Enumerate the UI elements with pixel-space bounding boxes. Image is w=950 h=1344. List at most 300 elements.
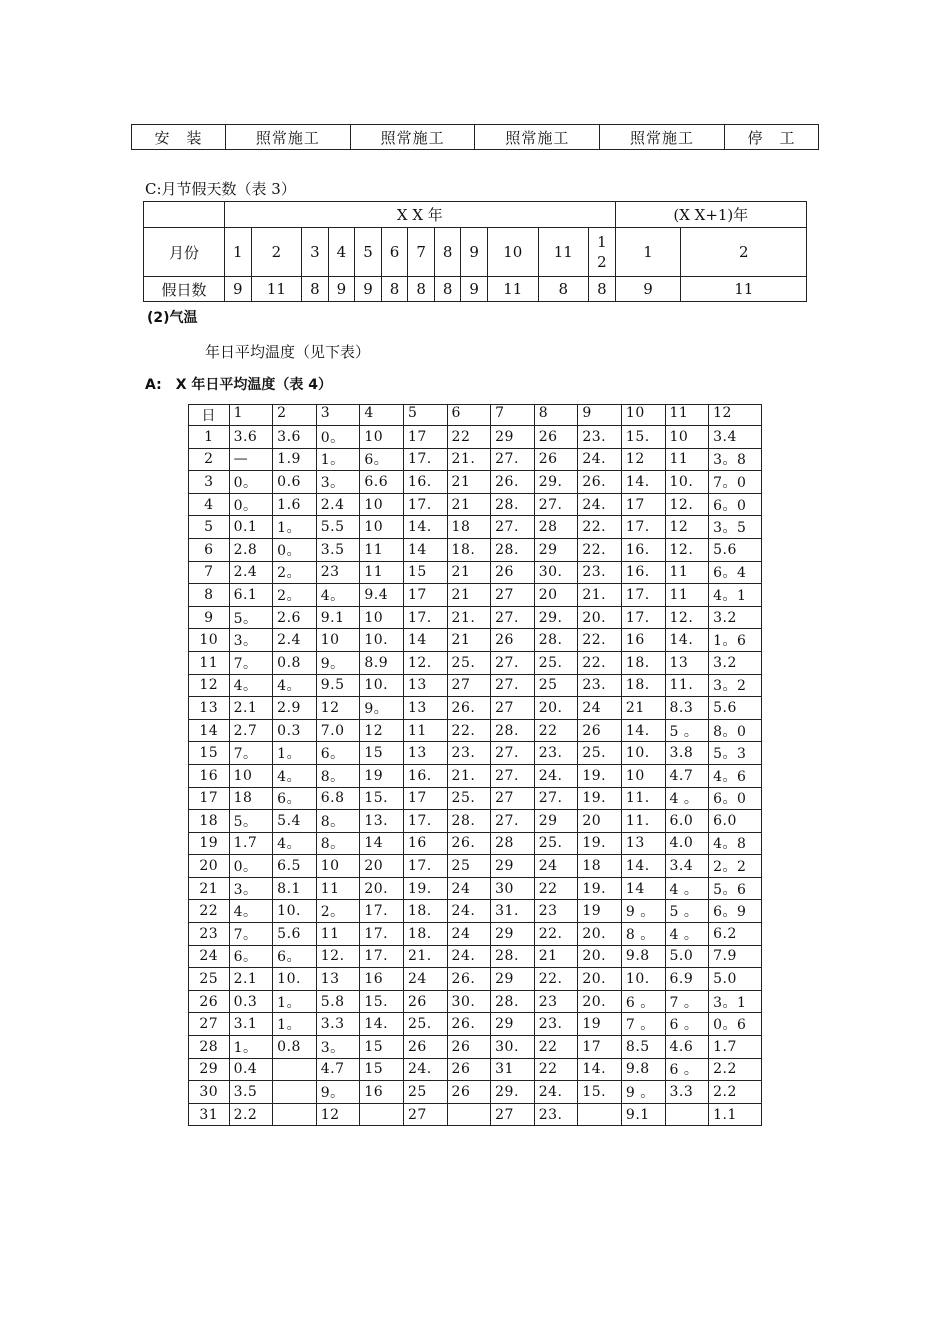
temperature-cell: 10	[360, 493, 404, 516]
temperature-cell: 25	[403, 1081, 447, 1104]
temperature-cell: 6.6	[360, 471, 404, 494]
month-row	[144, 228, 807, 277]
table-row	[189, 651, 762, 674]
temperature-cell: 28.	[491, 719, 535, 742]
temperature-cell: 10	[665, 426, 709, 449]
temperature-cell: 1。6	[709, 629, 762, 652]
temperature-cell: 2.8	[229, 538, 273, 561]
temperature-cell: 6.1	[229, 584, 273, 607]
temperature-cell: 7。	[229, 923, 273, 946]
temperature-cell: 1。	[316, 448, 360, 471]
temperature-cell: 22.	[578, 651, 622, 674]
temperature-cell: 14	[360, 832, 404, 855]
day-cell: 1	[189, 426, 230, 449]
temperature-cell: 9.8	[621, 945, 665, 968]
temperature-cell: 6。	[229, 945, 273, 968]
temperature-cell: 12	[360, 719, 404, 742]
temperature-cell: 22.	[578, 516, 622, 539]
temperature-cell: 27	[491, 1103, 535, 1126]
temperature-cell: 11.	[621, 810, 665, 833]
temperature-cell: 4。	[273, 832, 317, 855]
day-cell: 21	[189, 877, 230, 900]
temperature-cell: 11	[316, 923, 360, 946]
table-row	[189, 810, 762, 833]
temperature-cell: 24	[447, 877, 491, 900]
temperature-cell: 21	[447, 584, 491, 607]
temperature-cell: 26.	[491, 471, 535, 494]
table-row	[189, 516, 762, 539]
year-current-cell: X X 年	[225, 202, 616, 228]
temperature-cell: 29	[491, 1013, 535, 1036]
temperature-cell: 6。	[360, 448, 404, 471]
table-row	[189, 1081, 762, 1104]
temperature-cell: 24.	[578, 448, 622, 471]
temperature-cell: 2.4	[316, 493, 360, 516]
temperature-cell: 27	[491, 697, 535, 720]
day-cell: 27	[189, 1013, 230, 1036]
holiday-count-cell: 8	[538, 277, 589, 302]
temperature-cell: 2.1	[229, 968, 273, 991]
temperature-cell: 0.4	[229, 1058, 273, 1081]
temperature-cell: 6.9	[665, 968, 709, 991]
day-cell: 20	[189, 855, 230, 878]
day-cell: 23	[189, 923, 230, 946]
temperature-cell: 30	[491, 877, 535, 900]
temperature-cell: 27	[491, 584, 535, 607]
temperature-cell: 29.	[491, 1081, 535, 1104]
temperature-cell: 24	[578, 697, 622, 720]
temperature-cell: 20.	[578, 945, 622, 968]
temperature-cell: 0。	[316, 426, 360, 449]
temperature-cell: 9.1	[316, 606, 360, 629]
temperature-cell	[273, 1081, 317, 1104]
table-row	[189, 945, 762, 968]
temperature-cell: 24	[403, 968, 447, 991]
temperature-cell: 4 。	[665, 877, 709, 900]
temperature-cell: 9 。	[621, 1081, 665, 1104]
temperature-cell: 15	[360, 1058, 404, 1081]
day-cell: 3	[189, 471, 230, 494]
month-cell: 2	[251, 228, 302, 277]
temperature-cell: 17.	[403, 606, 447, 629]
temperature-cell: 26	[447, 1036, 491, 1059]
day-cell: 4	[189, 493, 230, 516]
temperature-cell: 27.	[534, 787, 578, 810]
temperature-cell: 4 。	[665, 787, 709, 810]
holiday-count-cell: 8	[589, 277, 616, 302]
temperature-cell: 26.	[447, 832, 491, 855]
day-cell: 8	[189, 584, 230, 607]
holiday-count-cell: 11	[681, 277, 807, 302]
month-header: 11	[665, 405, 709, 426]
temperature-cell: 3.8	[665, 742, 709, 765]
table-row	[189, 877, 762, 900]
temperature-cell: 9.1	[621, 1103, 665, 1126]
temperature-cell: 7 。	[665, 990, 709, 1013]
daily-temperature-table	[188, 404, 762, 1126]
temperature-cell: 24.	[534, 1081, 578, 1104]
temperature-cell: 24.	[447, 945, 491, 968]
temperature-cell: 15.	[578, 1081, 622, 1104]
month-cell: 10	[487, 228, 538, 277]
temperature-cell: 0.1	[229, 516, 273, 539]
temperature-cell: 23.	[578, 426, 622, 449]
temperature-cell: 20.	[534, 697, 578, 720]
temperature-cell: 3。1	[709, 990, 762, 1013]
temperature-cell: 16.	[403, 471, 447, 494]
temperature-cell: 0.6	[273, 471, 317, 494]
day-cell: 12	[189, 674, 230, 697]
temperature-cell: 2.4	[273, 629, 317, 652]
temperature-cell: 14.	[360, 1013, 404, 1036]
temperature-cell: 24.	[403, 1058, 447, 1081]
temperature-cell: 0.3	[229, 990, 273, 1013]
month-cell: 6	[381, 228, 408, 277]
temperature-cell: 19	[360, 764, 404, 787]
temperature-cell: 28.	[491, 493, 535, 516]
temperature-cell: 26.	[578, 471, 622, 494]
temperature-cell: 27.	[491, 764, 535, 787]
table-row	[189, 674, 762, 697]
temperature-cell: 0.8	[273, 651, 317, 674]
day-cell: 5	[189, 516, 230, 539]
temperature-cell: 4。	[229, 900, 273, 923]
table-row	[189, 923, 762, 946]
temperature-cell: 2.6	[273, 606, 317, 629]
temperature-cell: 2。	[316, 900, 360, 923]
temperature-cell: 18	[447, 516, 491, 539]
table-row	[189, 900, 762, 923]
temperature-cell: 10	[316, 629, 360, 652]
temperature-cell: 6。9	[709, 900, 762, 923]
temperature-cell: 18.	[621, 674, 665, 697]
temperature-cell: 13	[403, 674, 447, 697]
temperature-cell: 4。	[229, 674, 273, 697]
temperature-cell: 26	[534, 448, 578, 471]
holiday-count-cell: 8	[381, 277, 408, 302]
temperature-cell: 18.	[403, 900, 447, 923]
table-row	[189, 697, 762, 720]
temperature-cell: 22.	[534, 923, 578, 946]
table-row	[189, 606, 762, 629]
month-header: 2	[273, 405, 317, 426]
temperature-cell: 26	[491, 629, 535, 652]
temperature-cell: 22.	[578, 538, 622, 561]
temperature-cell: —	[229, 448, 273, 471]
day-cell: 2	[189, 448, 230, 471]
month-cell: 9	[461, 228, 488, 277]
temperature-header-row	[189, 405, 762, 426]
temperature-cell: 4.0	[665, 832, 709, 855]
temperature-cell: 27.	[491, 674, 535, 697]
temperature-cell: 12	[316, 697, 360, 720]
temperature-cell: 23	[316, 561, 360, 584]
temperature-cell: 26	[403, 990, 447, 1013]
temperature-cell: 23.	[578, 561, 622, 584]
month-cell: 7	[408, 228, 435, 277]
month-label: 月份	[144, 228, 225, 277]
temperature-cell: 2.2	[229, 1103, 273, 1126]
temperature-cell: 2.9	[273, 697, 317, 720]
temperature-cell	[665, 1103, 709, 1126]
temperature-cell: 4.7	[665, 764, 709, 787]
temperature-cell: 28.	[534, 629, 578, 652]
temperature-cell: 9。	[316, 651, 360, 674]
temperature-cell: 22.	[578, 629, 622, 652]
temperature-cell: 6。	[273, 945, 317, 968]
temperature-cell: 4 。	[665, 923, 709, 946]
temperature-cell: 9。	[316, 1081, 360, 1104]
install-cell: 照常施工	[350, 125, 475, 150]
temperature-cell: 9 。	[621, 900, 665, 923]
install-cell: 照常施工	[226, 125, 351, 150]
temperature-cell: 10	[229, 764, 273, 787]
temperature-cell: 17	[403, 426, 447, 449]
temperature-cell: 13	[665, 651, 709, 674]
temperature-cell: 17.	[360, 900, 404, 923]
day-cell: 24	[189, 945, 230, 968]
month-cell: 4	[328, 228, 355, 277]
table-row	[189, 538, 762, 561]
day-cell: 19	[189, 832, 230, 855]
temperature-cell: 20.	[578, 968, 622, 991]
temperature-cell: 23.	[578, 674, 622, 697]
temperature-cell: 6。4	[709, 561, 762, 584]
temperature-cell: 22	[534, 877, 578, 900]
temperature-cell: 24.	[447, 900, 491, 923]
temperature-cell: 17	[403, 787, 447, 810]
month-header: 8	[534, 405, 578, 426]
temperature-cell: 6.2	[709, 923, 762, 946]
temperature-cell: 6。0	[709, 787, 762, 810]
temperature-cell	[273, 1103, 317, 1126]
temperature-cell: 10	[360, 606, 404, 629]
day-cell: 13	[189, 697, 230, 720]
temperature-cell: 7.9	[709, 945, 762, 968]
temperature-cell: 17.	[403, 810, 447, 833]
temperature-cell: 31.	[491, 900, 535, 923]
temperature-cell: 17.	[621, 584, 665, 607]
temperature-cell: 3。	[316, 1036, 360, 1059]
temperature-cell: 0.3	[273, 719, 317, 742]
temperature-cell: 9.5	[316, 674, 360, 697]
temperature-cell: 5.6	[709, 697, 762, 720]
temperature-cell: 27.	[491, 742, 535, 765]
temperature-cell: 17.	[403, 448, 447, 471]
day-cell: 25	[189, 968, 230, 991]
temperature-cell: 12.	[665, 493, 709, 516]
temperature-cell: 17.	[360, 923, 404, 946]
table3-caption: C:月节假天数（表 3）	[145, 180, 296, 198]
year-header-row	[144, 202, 807, 228]
temperature-cell: 25.	[447, 787, 491, 810]
temperature-cell: 3.2	[709, 651, 762, 674]
holiday-count-cell: 11	[251, 277, 302, 302]
temperature-cell: 11.	[621, 787, 665, 810]
temperature-cell: 7。	[229, 742, 273, 765]
temperature-cell: 5.4	[273, 810, 317, 833]
temperature-cell: 23	[534, 990, 578, 1013]
temperature-cell: 18	[578, 855, 622, 878]
holiday-count-cell: 8	[302, 277, 329, 302]
temperature-cell: 7.0	[316, 719, 360, 742]
temperature-cell: 3.6	[273, 426, 317, 449]
temperature-cell: 27	[447, 674, 491, 697]
temperature-cell: 21.	[578, 584, 622, 607]
temperature-cell: 20	[534, 584, 578, 607]
install-cell: 照常施工	[600, 125, 725, 150]
day-cell: 29	[189, 1058, 230, 1081]
temperature-cell: 8。	[316, 810, 360, 833]
temperature-cell: 27.	[491, 516, 535, 539]
holiday-count-cell: 9	[355, 277, 382, 302]
temperature-cell: 22.	[447, 719, 491, 742]
install-cell: 安 装	[132, 125, 226, 150]
month-cell: 2	[681, 228, 807, 277]
temperature-cell: 5.6	[709, 538, 762, 561]
temperature-cell: 10	[621, 764, 665, 787]
temperature-cell: 10	[360, 426, 404, 449]
temperature-cell: 14.	[621, 719, 665, 742]
month-cell: 8	[434, 228, 461, 277]
temperature-cell: 16	[360, 968, 404, 991]
holiday-label: 假日数	[144, 277, 225, 302]
temperature-cell: 4。	[273, 764, 317, 787]
construction-status-table	[131, 124, 819, 150]
temperature-cell: 27.	[491, 606, 535, 629]
temperature-cell: 27.	[491, 810, 535, 833]
temperature-cell: 3。	[229, 629, 273, 652]
temperature-cell: 14.	[665, 629, 709, 652]
temperature-cell: 11	[360, 561, 404, 584]
temperature-cell: 27	[403, 1103, 447, 1126]
temperature-cell: 10.	[665, 471, 709, 494]
temperature-cell: 6。0	[709, 493, 762, 516]
temperature-cell: 0。	[229, 855, 273, 878]
temperature-cell: 12	[621, 448, 665, 471]
temperature-cell: 1。	[273, 1013, 317, 1036]
temperature-cell: 1。	[229, 1036, 273, 1059]
temperature-cell: 30.	[534, 561, 578, 584]
temperature-cell	[360, 1103, 404, 1126]
temperature-cell: 7 。	[621, 1013, 665, 1036]
table-row	[189, 561, 762, 584]
temperature-cell: 17	[578, 1036, 622, 1059]
temperature-cell: 0.8	[273, 1036, 317, 1059]
temperature-cell: 19.	[578, 764, 622, 787]
temperature-cell: 17.	[403, 855, 447, 878]
temperature-cell: 28.	[491, 945, 535, 968]
temperature-cell: 17.	[621, 516, 665, 539]
temperature-cell: 14	[403, 629, 447, 652]
temperature-cell: 25.	[534, 651, 578, 674]
temperature-cell: 20	[360, 855, 404, 878]
temperature-cell	[273, 1058, 317, 1081]
table-row	[189, 584, 762, 607]
temperature-cell: 10	[316, 855, 360, 878]
temperature-cell: 29	[534, 810, 578, 833]
temperature-cell: 19.	[578, 877, 622, 900]
day-cell: 16	[189, 764, 230, 787]
temperature-cell: 9.8	[621, 1058, 665, 1081]
temperature-cell: 16.	[621, 561, 665, 584]
temperature-cell: 23.	[534, 1013, 578, 1036]
temperature-cell: 0。6	[709, 1013, 762, 1036]
temperature-cell: 6 。	[665, 1058, 709, 1081]
section-temperature-heading: (2)气温	[147, 310, 198, 326]
month-cell: 5	[355, 228, 382, 277]
temperature-cell: 27.	[491, 448, 535, 471]
temperature-cell: 6.5	[273, 855, 317, 878]
temperature-cell: 0。	[273, 538, 317, 561]
holiday-count-cell: 9	[225, 277, 252, 302]
temperature-cell: 26	[491, 561, 535, 584]
table-row	[189, 629, 762, 652]
temperature-cell: 12	[316, 1103, 360, 1126]
temperature-cell: 11	[665, 561, 709, 584]
temperature-cell: 8。	[316, 764, 360, 787]
temperature-cell: 15	[360, 1036, 404, 1059]
temperature-cell: 21	[621, 697, 665, 720]
temperature-cell: 26	[447, 1058, 491, 1081]
temperature-cell: 2.1	[229, 697, 273, 720]
table-row	[189, 990, 762, 1013]
table-row	[189, 1103, 762, 1126]
day-cell: 31	[189, 1103, 230, 1126]
temperature-cell: 21	[447, 629, 491, 652]
temperature-cell: 4。	[273, 674, 317, 697]
temperature-cell: 17.	[403, 493, 447, 516]
temperature-cell: 22	[534, 1036, 578, 1059]
temperature-cell: 26	[578, 719, 622, 742]
temperature-cell: 24	[447, 923, 491, 946]
temperature-cell: 2.2	[709, 1081, 762, 1104]
temperature-cell: 5.0	[665, 945, 709, 968]
table-row	[189, 1013, 762, 1036]
temperature-cell: 23.	[534, 1103, 578, 1126]
temperature-cell: 3.3	[316, 1013, 360, 1036]
temperature-cell: 6。	[316, 742, 360, 765]
day-cell: 14	[189, 719, 230, 742]
temperature-cell: 10.	[360, 629, 404, 652]
temperature-cell: 26	[534, 426, 578, 449]
temperature-cell: 16	[621, 629, 665, 652]
temperature-cell: 26.	[447, 968, 491, 991]
temperature-cell: 3.6	[229, 426, 273, 449]
temperature-cell: 20	[578, 810, 622, 833]
month-header: 4	[360, 405, 404, 426]
temperature-cell: 13	[316, 968, 360, 991]
temperature-cell: 12.	[316, 945, 360, 968]
month-header: 7	[491, 405, 535, 426]
install-row	[132, 125, 819, 150]
table-row	[189, 968, 762, 991]
temperature-cell: 7。	[229, 651, 273, 674]
temperature-cell: 11.	[665, 674, 709, 697]
table-row	[189, 471, 762, 494]
month-header: 5	[403, 405, 447, 426]
temperature-cell: 30.	[447, 990, 491, 1013]
table-row	[189, 1058, 762, 1081]
temperature-cell: 21.	[447, 606, 491, 629]
temperature-cell: 8.9	[360, 651, 404, 674]
temperature-cell: 15	[403, 561, 447, 584]
day-cell: 6	[189, 538, 230, 561]
temperature-cell: 2.2	[709, 1058, 762, 1081]
temperature-cell: 8。	[316, 832, 360, 855]
temperature-cell: 20.	[360, 877, 404, 900]
temperature-cell: 2。	[273, 584, 317, 607]
